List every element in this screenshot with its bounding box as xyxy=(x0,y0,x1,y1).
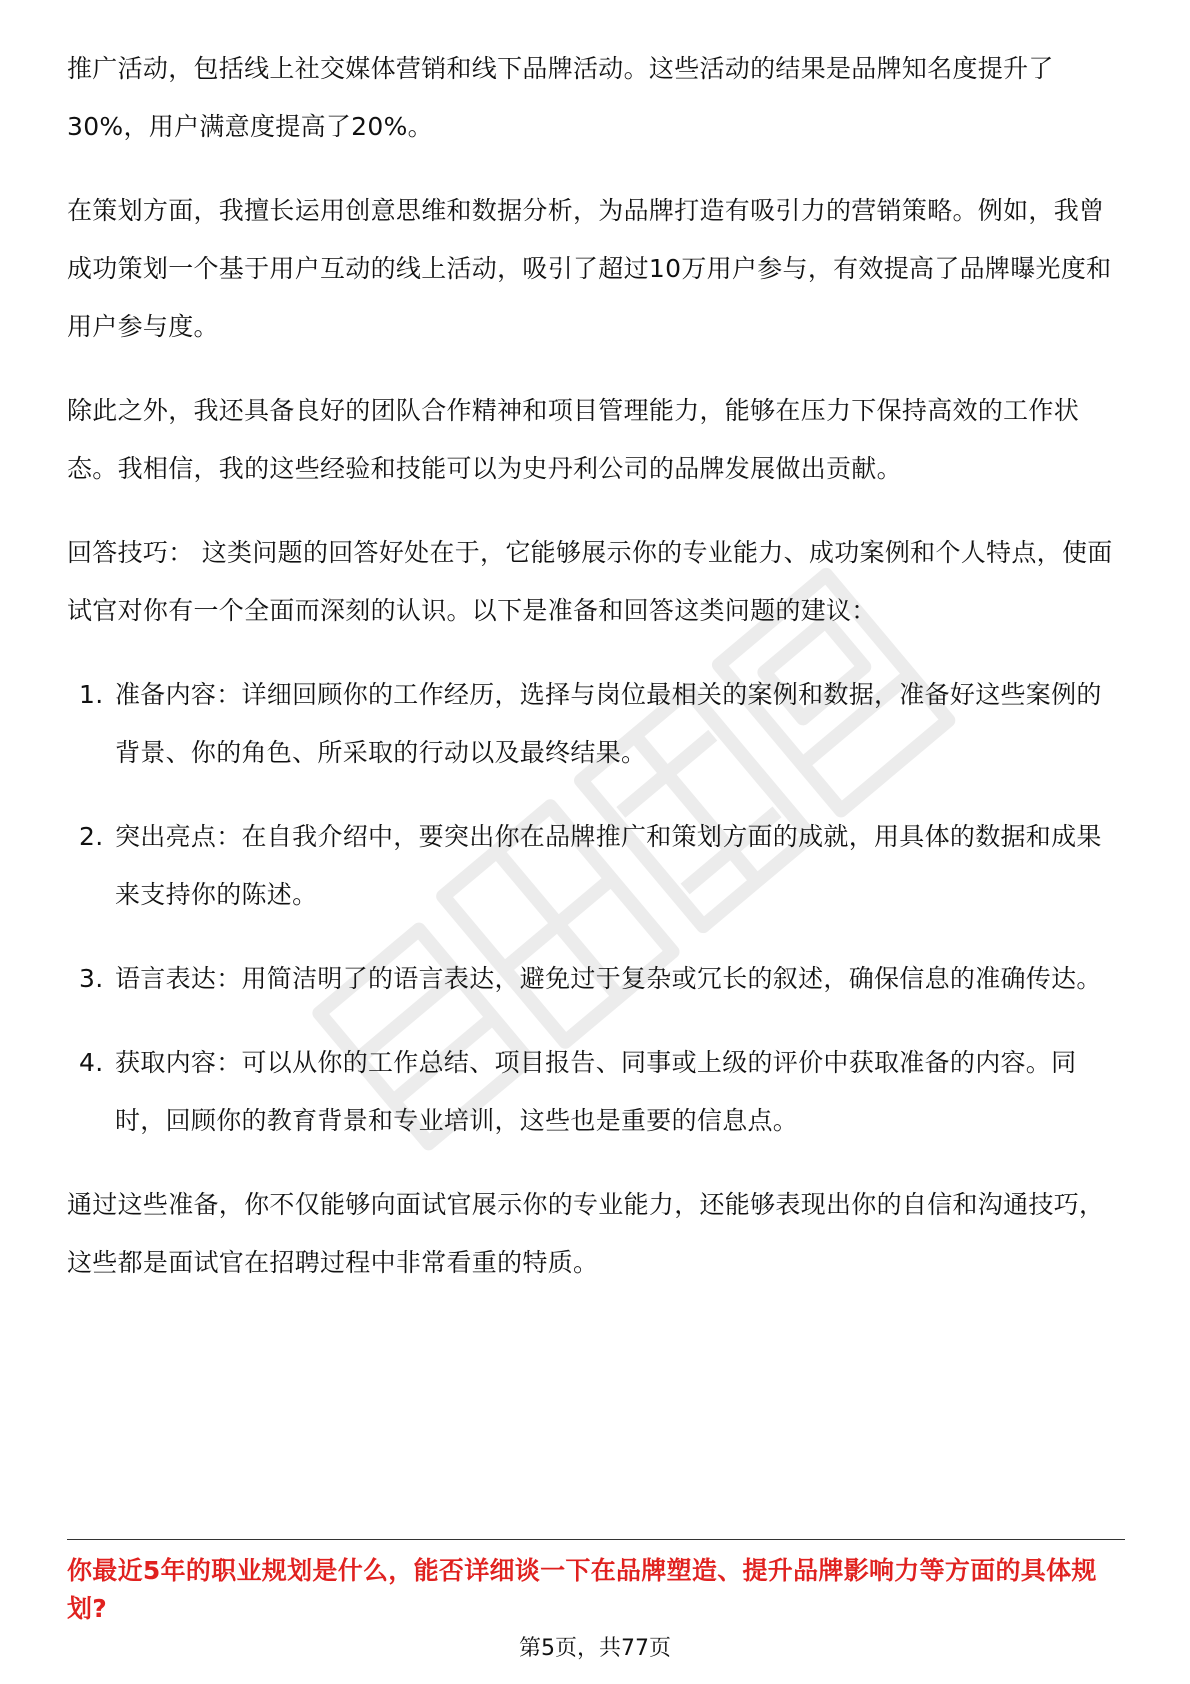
list-item-text: 突出亮点：在自我介绍中，要突出你在品牌推广和策划方面的成就，用具体的数据和成果来支持你的陈述。 xyxy=(115,822,1102,909)
list-item-number: 3. xyxy=(79,964,104,993)
paragraph-answer-tips: 回答技巧： 这类问题的回答好处在于，它能够展示你的专业能力、成功案例和个人特点，使面试官对你有一个全面而深刻的认识。以下是准备和回答这类问题的建议： xyxy=(67,538,1113,625)
list-item-number: 2. xyxy=(79,822,104,851)
list-item xyxy=(67,666,1125,782)
list-item-text: 获取内容：可以从你的工作总结、项目报告、同事或上级的评价中获取准备的内容。同时，回顾你的教育背景和专业培训，这些也是重要的信息点。 xyxy=(115,1048,1077,1135)
list-item-text: 准备内容：详细回顾你的工作经历，选择与岗位最相关的案例和数据，准备好这些案例的背景、你的角色、所采取的行动以及最终结果。 xyxy=(115,680,1102,767)
page-number: 第5页，共77页 xyxy=(519,1636,671,1661)
paragraph-planning: 在策划方面，我擅长运用创意思维和数据分析，为品牌打造有吸引力的营销策略。例如，我曾成功策划一个基于用户互动的线上活动，吸引了超过10万用户参与，有效提高了品牌曝光度和用户参与度。 xyxy=(67,196,1112,341)
list-item xyxy=(67,1034,1125,1150)
paragraph-results: 推广活动，包括线上社交媒体营销和线下品牌活动。这些活动的结果是品牌知名度提升了30%，用户满意度提高了20%。 xyxy=(67,54,1054,141)
paragraph-closing: 通过这些准备，你不仅能够向面试官展示你的专业能力，还能够表现出你的自信和沟通技巧，这些都是面试官在招聘过程中非常看重的特质。 xyxy=(67,1190,1105,1277)
section-divider xyxy=(67,1539,1125,1540)
list-item xyxy=(67,950,1125,1008)
list-item-number: 1. xyxy=(79,680,104,709)
paragraph-teamwork: 除此之外，我还具备良好的团队合作精神和项目管理能力，能够在压力下保持高效的工作状态。我相信，我的这些经验和技能可以为史丹利公司的品牌发展做出贡献。 xyxy=(67,396,1080,483)
tips-list xyxy=(67,666,1125,1150)
next-question-heading: 你最近5年的职业规划是什么，能否详细谈一下在品牌塑造、提升品牌影响力等方面的具体规划? xyxy=(67,1556,1097,1623)
document-body xyxy=(67,40,1125,1318)
list-item-number: 4. xyxy=(79,1048,104,1077)
list-item-text: 语言表达：用简洁明了的语言表达，避免过于复杂或冗长的叙述，确保信息的准确传达。 xyxy=(115,964,1102,993)
list-item xyxy=(67,808,1125,924)
